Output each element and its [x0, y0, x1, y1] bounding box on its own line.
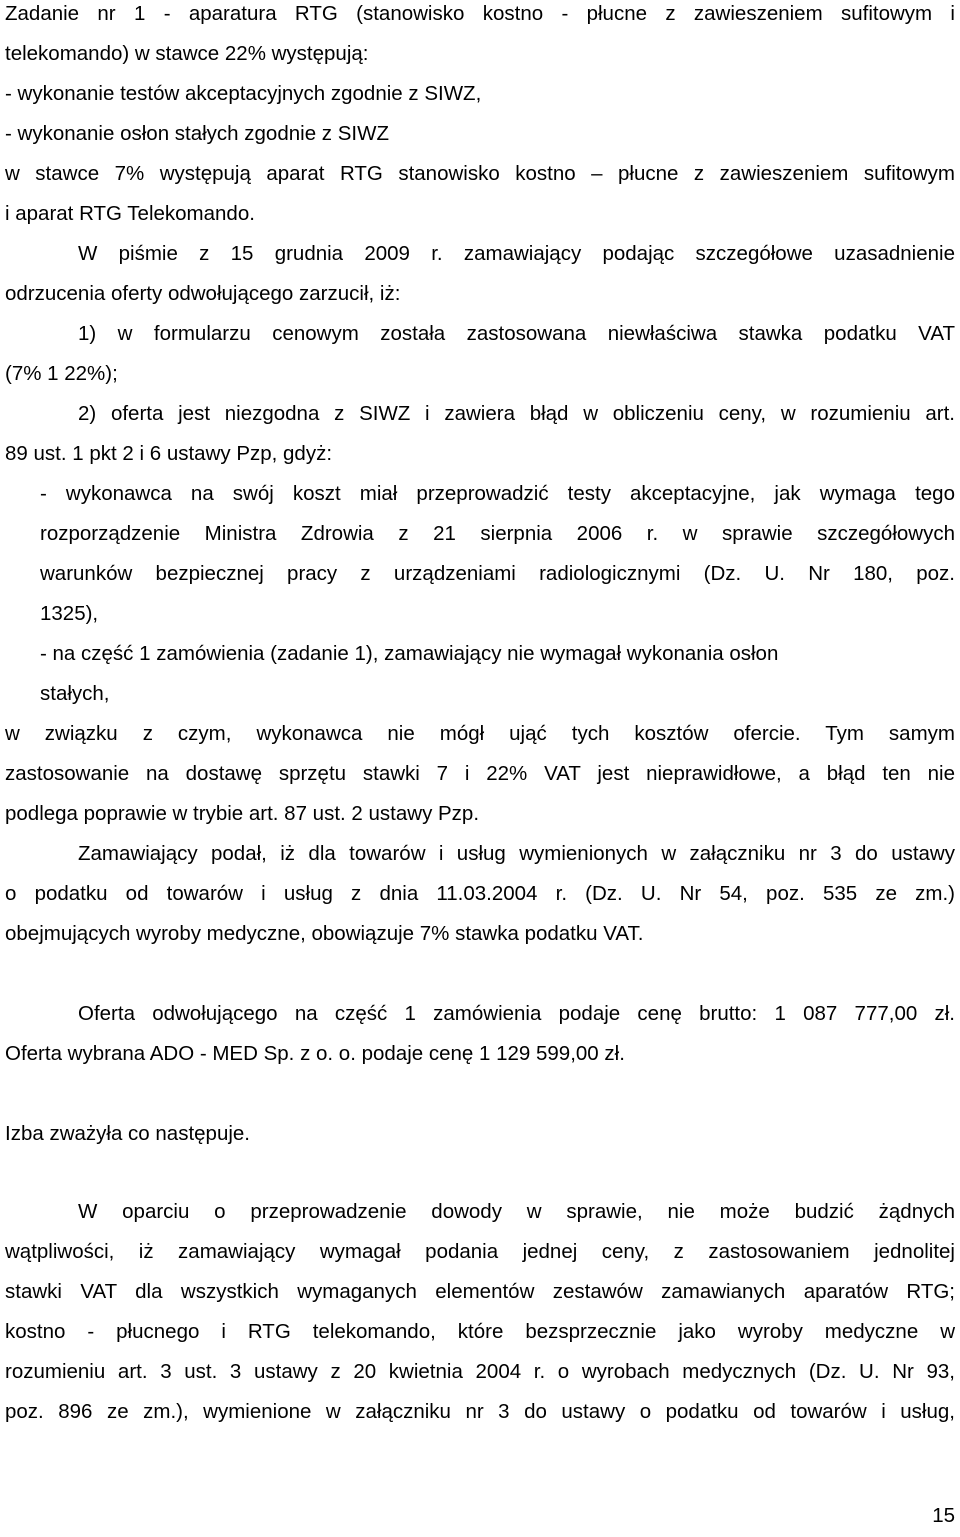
text-line: zastosowanie na dostawę sprzętu stawki 7 i 22% VAT jest nieprawidłowe, a błąd ten nie	[5, 762, 955, 785]
text-line: w stawce 7% występują aparat RTG stanowisko kostno – płucne z zawieszeniem sufitowym	[5, 162, 955, 185]
text-line: - na część 1 zamówienia (zadanie 1), zamawiający nie wymagał wykonania osłon	[40, 642, 779, 665]
text-line: warunków bezpiecznej pracy z urządzeniami radiologicznymi (Dz. U. Nr 180, poz.	[40, 562, 955, 585]
text-line: w związku z czym, wykonawca nie mógł ująć tych kosztów ofercie. Tym samym	[5, 722, 955, 745]
text-line: telekomando) w stawce 22% występują:	[5, 42, 369, 65]
text-line: o podatku od towarów i usług z dnia 11.03.2004 r. (Dz. U. Nr 54, poz. 535 ze zm.)	[5, 882, 955, 905]
text-line: rozporządzenie Ministra Zdrowia z 21 sierpnia 2006 r. w sprawie szczegółowych	[40, 522, 955, 545]
text-line: W piśmie z 15 grudnia 2009 r. zamawiający podając szczegółowe uzasadnienie	[78, 242, 955, 265]
text-line: rozumieniu art. 3 ust. 3 ustawy z 20 kwietnia 2004 r. o wyrobach medycznych (Dz. U. Nr 93,	[5, 1360, 955, 1383]
text-line: obejmujących wyroby medyczne, obowiązuje 7% stawka podatku VAT.	[5, 922, 644, 945]
text-line: kostno - płucnego i RTG telekomando, które bezsprzecznie jako wyroby medyczne w	[5, 1320, 955, 1343]
text-line: Zamawiający podał, iż dla towarów i usług wymienionych w załączniku nr 3 do ustawy	[78, 842, 955, 865]
text-line: odrzucenia oferty odwołującego zarzucił, iż:	[5, 282, 401, 305]
text-line: poz. 896 ze zm.), wymienione w załączniku nr 3 do ustawy o podatku od towarów i usług,	[5, 1400, 955, 1423]
text-line: stawki VAT dla wszystkich wymaganych elementów zestawów zamawianych aparatów RTG;	[5, 1280, 955, 1303]
text-line: i aparat RTG Telekomando.	[5, 202, 255, 225]
text-line: (7% 1 22%);	[5, 362, 118, 385]
text-line: 2) oferta jest niezgodna z SIWZ i zawiera błąd w obliczeniu ceny, w rozumieniu art.	[78, 402, 955, 425]
text-line: Izba zważyła co następuje.	[5, 1122, 250, 1145]
text-line: 89 ust. 1 pkt 2 i 6 ustawy Pzp, gdyż:	[5, 442, 333, 465]
text-line: Oferta odwołującego na część 1 zamówienia podaje cenę brutto: 1 087 777,00 zł.	[78, 1002, 955, 1025]
text-line: wątpliwości, iż zamawiający wymagał podania jednej ceny, z zastosowaniem jednolitej	[5, 1240, 955, 1263]
text-line: podlega poprawie w trybie art. 87 ust. 2 ustawy Pzp.	[5, 802, 480, 825]
text-line: - wykonanie testów akceptacyjnych zgodnie z SIWZ,	[5, 82, 482, 105]
text-line: - wykonawca na swój koszt miał przeprowadzić testy akceptacyjne, jak wymaga tego	[40, 482, 955, 505]
page-number: 15	[932, 1504, 955, 1527]
text-line: Oferta wybrana ADO - MED Sp. z o. o. podaje cenę 1 129 599,00 zł.	[5, 1042, 625, 1065]
text-line: 1325),	[40, 602, 99, 625]
text-line: - wykonanie osłon stałych zgodnie z SIWZ	[5, 122, 389, 145]
text-line: W oparciu o przeprowadzenie dowody w sprawie, nie może budzić żądnych	[78, 1200, 955, 1223]
text-line: Zadanie nr 1 - aparatura RTG (stanowisko kostno - płucne z zawieszeniem sufitowym i	[5, 2, 955, 25]
text-line: 1) w formularzu cenowym została zastosowana niewłaściwa stawka podatku VAT	[78, 322, 955, 345]
text-line: stałych,	[40, 682, 110, 705]
